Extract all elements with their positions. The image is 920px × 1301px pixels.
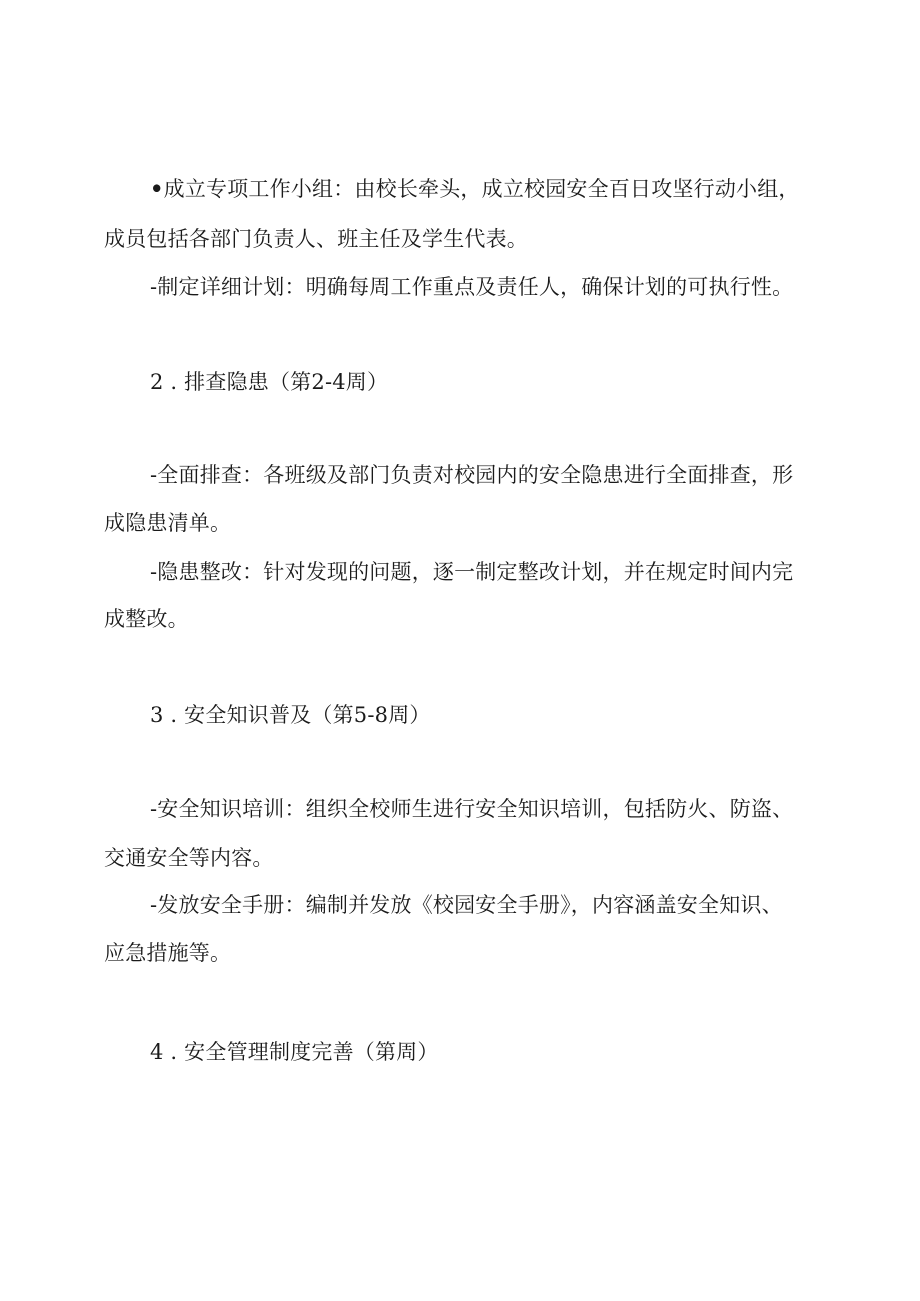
paragraph-training-line2: 交通安全等内容。 (104, 846, 274, 870)
bullet-marker: • (150, 176, 164, 201)
paragraph-plan: -制定详细计划：明确每周工作重点及责任人，确保计划的可执行性。 (150, 275, 794, 299)
paragraph-rectification-line1: -隐患整改：针对发现的问题，逐一制定整改计划，并在规定时间内完 (150, 560, 794, 584)
paragraph-team-line2: 成员包括各部门负责人、班主任及学生代表。 (104, 227, 528, 251)
section-heading-3: 3 . 安全知识普及（第5-8周） (150, 703, 431, 727)
paragraph-rectification-line2: 成整改。 (104, 607, 189, 631)
section-heading-4: 4 . 安全管理制度完善（第周） (150, 1040, 439, 1064)
paragraph-inspection-line1: -全面排查：各班级及部门负责对校园内的安全隐患进行全面排查，形 (150, 463, 794, 487)
paragraph-handbook-line1: -发放安全手册：编制并发放《校园安全手册》，内容涵盖安全知识、 (150, 893, 783, 917)
paragraph-team-line1 (150, 174, 800, 204)
paragraph-handbook-line2: 应急措施等。 (104, 941, 232, 965)
section-heading-2: 2 . 排查隐患（第2-4周） (150, 370, 389, 394)
paragraph-training-line1: -安全知识培训：组织全校师生进行安全知识培训，包括防火、防盗、 (150, 797, 794, 821)
paragraph-text: 成立专项工作小组：由校长牵头，成立校园安全百日攻坚行动小组， (163, 177, 800, 201)
paragraph-inspection-line2: 成隐患清单。 (104, 511, 232, 535)
